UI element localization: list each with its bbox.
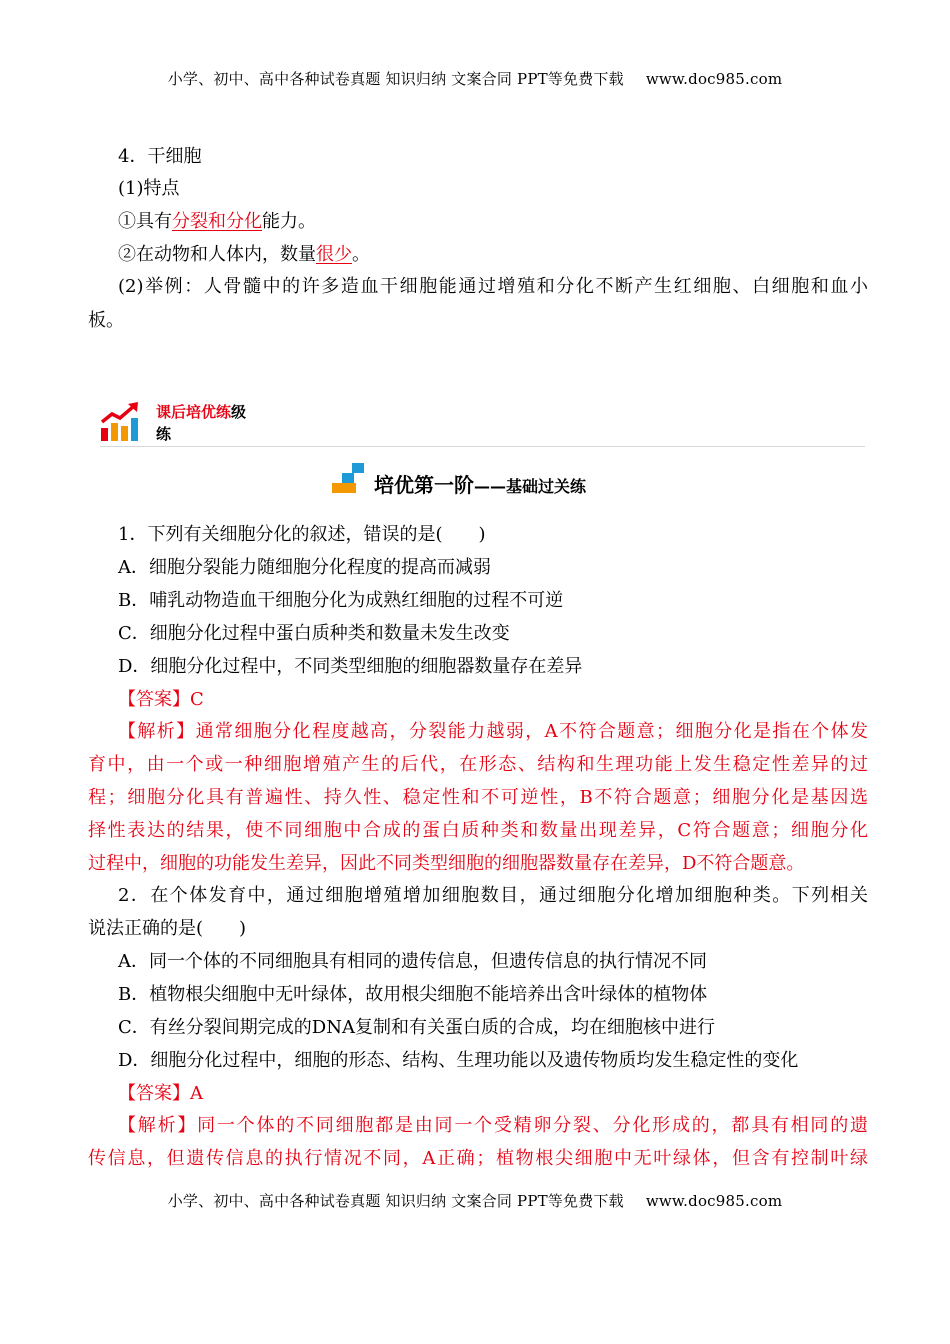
question-2-option-d: D．细胞分化过程中，细胞的形态、结构、生理功能以及遗传物质均发生稳定性的变化 xyxy=(118,1050,799,1071)
header-site: www.doc985.com xyxy=(645,70,783,88)
step-title-text xyxy=(374,469,586,498)
section-title-black2: 练 xyxy=(156,425,172,443)
knowledge-point-1 xyxy=(118,205,868,238)
question-1-analysis-line: 程；细胞分化具有普遍性、持久性、稳定性和不可逆性，B不符合题意；细胞分化是基因选 xyxy=(88,787,868,808)
step-title-sub: ——基础过关练 xyxy=(474,477,587,496)
footer-text: 小学、初中、高中各种试卷真题 知识归纳 文案合同 PPT等免费下载 xyxy=(167,1192,624,1210)
growth-chart-icon xyxy=(100,402,142,442)
knowledge-sub1: (1)特点 xyxy=(118,178,180,199)
question-2-option-c: C．有丝分裂间期完成的DNA复制和有关蛋白质的合成，均在细胞核中进行 xyxy=(118,1017,715,1038)
question-1-analysis-line: 【解析】通常细胞分化程度越高，分裂能力越弱，A不符合题意；细胞分化是指在个体发 xyxy=(118,721,868,742)
question-2-stem-line2: 说法正确的是( ) xyxy=(88,918,247,939)
question-2-option-b: B．植物根尖细胞中无叶绿体，故用根尖细胞不能培养出含叶绿体的植物体 xyxy=(118,984,708,1005)
page-footer xyxy=(0,1190,950,1211)
page-header xyxy=(0,68,950,89)
question-2-answer: 【答案】A xyxy=(118,1083,203,1104)
point2-fill: 很少 xyxy=(316,244,352,265)
question-2-analysis-line: 【解析】同一个体的不同细胞都是由同一个受精卵分裂、分化形成的，都具有相同的遗 xyxy=(118,1115,868,1136)
question-2-option-a: A．同一个体的不同细胞具有相同的遗传信息，但遗传信息的执行情况不同 xyxy=(118,951,707,972)
section-divider xyxy=(100,446,865,447)
footer-site: www.doc985.com xyxy=(645,1192,783,1210)
point1-suffix: 能力。 xyxy=(262,211,316,232)
question-2-stem-line1: 2．在个体发育中，通过细胞增殖增加细胞数目，通过细胞分化增加细胞种类。下列相关 xyxy=(118,885,868,906)
question-1-answer: 【答案】C xyxy=(118,689,204,710)
point1-fill: 分裂和分化 xyxy=(172,211,262,232)
question-1-option-a: A．细胞分裂能力随细胞分化程度的提高而减弱 xyxy=(118,557,491,578)
knowledge-example-line2: 板。 xyxy=(88,310,124,331)
header-text: 小学、初中、高中各种试卷真题 知识归纳 文案合同 PPT等免费下载 xyxy=(167,70,624,88)
knowledge-heading: 4．干细胞 xyxy=(118,146,202,167)
question-1-option-c: C．细胞分化过程中蛋白质种类和数量未发生改变 xyxy=(118,623,510,644)
question-1-analysis-line: 过程中，细胞的功能发生差异，因此不同类型细胞的细胞器数量存在差异，D不符合题意。 xyxy=(88,853,805,874)
question-1-analysis-line: 择性表达的结果，使不同细胞中合成的蛋白质种类和数量出现差异，C符合题意；细胞分化 xyxy=(88,820,868,841)
stairs-icon xyxy=(330,462,370,498)
question-1-option-d: D．细胞分化过程中，不同类型细胞的细胞器数量存在差异 xyxy=(118,656,583,677)
question-1-option-b: B．哺乳动物造血干细胞分化为成熟红细胞的过程不可逆 xyxy=(118,590,564,611)
section-title-red: 课后培优练 xyxy=(156,403,232,421)
question-1-analysis-line: 育中，由一个或一种细胞增殖产生的后代，在形态、结构和生理功能上发生稳定性差异的过 xyxy=(88,754,868,775)
section-title xyxy=(156,401,266,445)
question-2-analysis-line: 传信息，但遗传信息的执行情况不同，A正确；植物根尖细胞中无叶绿体，但含有控制叶绿 xyxy=(88,1148,868,1169)
question-1-stem: 1．下列有关细胞分化的叙述，错误的是( ) xyxy=(118,524,486,545)
knowledge-example-line1: (2)举例：人骨髓中的许多造血干细胞能通过增殖和分化不断产生红细胞、白细胞和血小 xyxy=(118,276,868,297)
section-title-black1: 级 xyxy=(231,403,247,421)
point2-suffix: 。 xyxy=(352,244,370,265)
point2-prefix: ②在动物和人体内，数量 xyxy=(118,244,316,265)
step-title-main: 培优第一阶 xyxy=(374,473,474,497)
knowledge-point-2 xyxy=(118,238,868,271)
point1-prefix: ①具有 xyxy=(118,211,172,232)
